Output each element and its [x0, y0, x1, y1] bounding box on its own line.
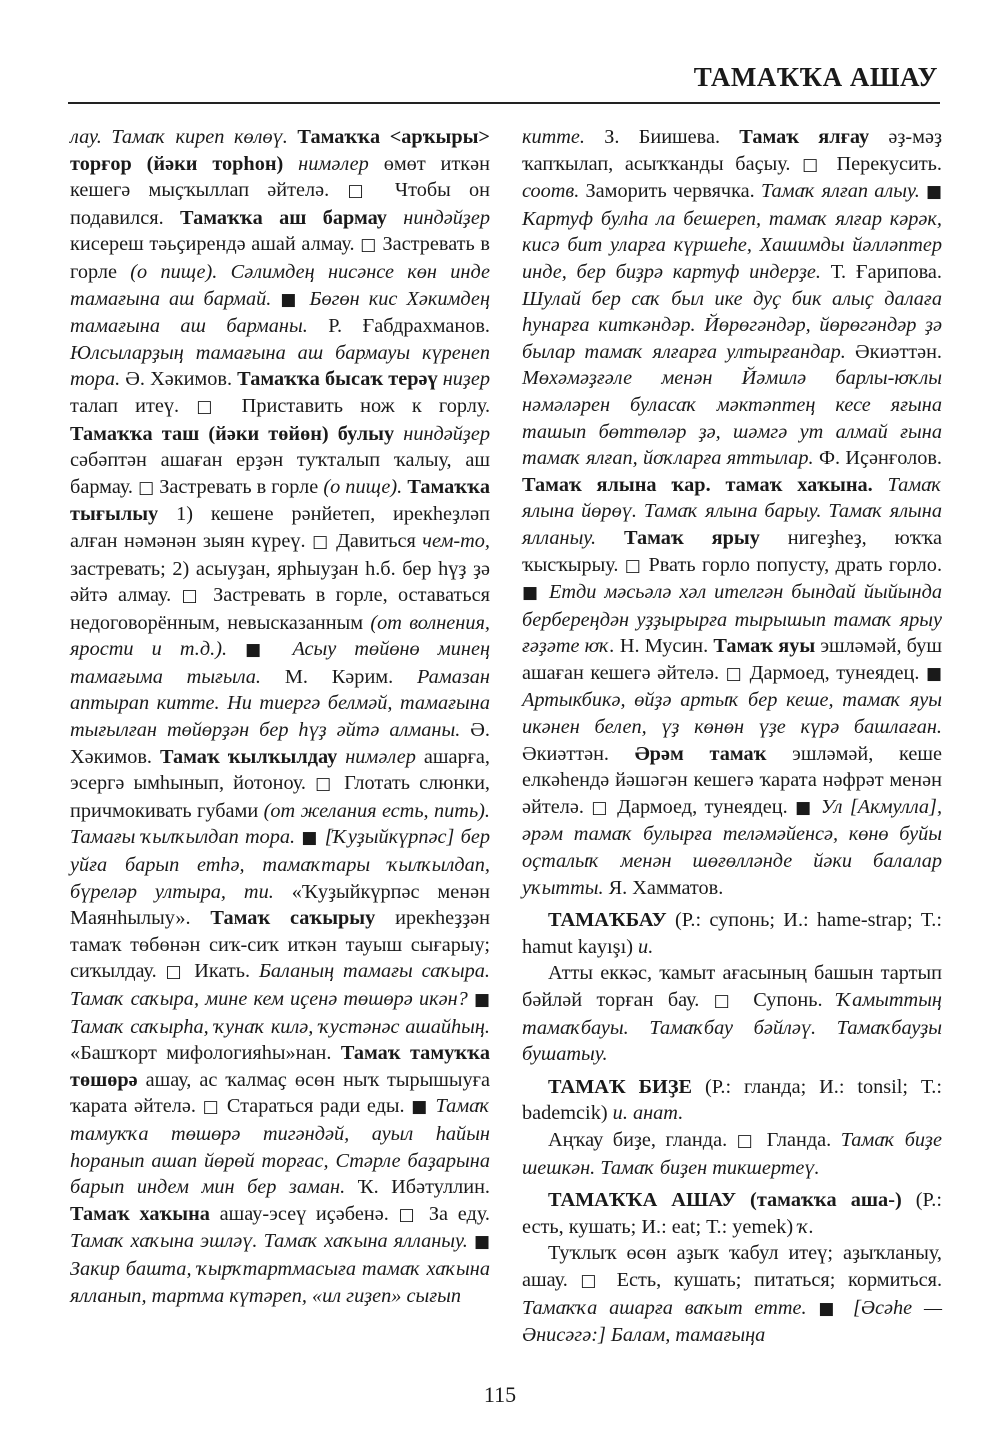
body-text: эшләмәй, буш ашаған кешегә әйтелә. [522, 635, 942, 684]
translation-marker-icon: □ [360, 235, 377, 256]
headword-text: ТАМАҠ БИҘЕ [548, 1075, 705, 1098]
body-text: Есть, кушать; питаться; кормиться. [604, 1268, 943, 1291]
italic-text: чем-то, [422, 529, 491, 552]
body-text: «Ҡуҙыйкүрпәс менән Маянһылыу». [70, 880, 490, 930]
italic-text: лау. Тамаҡ киреп көлөү. [70, 126, 298, 148]
translation-marker-icon: □ [312, 531, 330, 552]
body-text: Застревать в горле, оставаться недоговорённым, невысказанным [70, 584, 491, 634]
headword-text: Тамаҡ ялына ҡар. тамаҡ хаҡына. [522, 473, 888, 496]
example-marker-icon: ■ [925, 182, 943, 203]
translation-marker-icon: □ [624, 555, 643, 576]
italic-text: Тамаҡ тамуҡҡа төшөрә тигәндәй, ауыл һайын һоранып ашап йөрөй торғас, Стәрле баҙарына барып индем мин бер заман. [70, 1095, 491, 1199]
body-text: Дармоед, тунеядец. [743, 661, 926, 684]
italic-text: ниҙер [442, 368, 490, 391]
italic-text: Тамаҡ ялына йөрөү. Тамаҡ ялына барыу. Тамаҡ ялына ялланыу. [522, 473, 942, 549]
body-text: 1) кешене рәнйетеп, ирекһеҙләп алған нәмәнән зыян күреү. [70, 503, 490, 552]
body-text: За еду. [419, 1202, 490, 1225]
body-text: Ҡ. Ибәтуллин. [357, 1176, 490, 1199]
body-text: Н. Мусин. [619, 635, 714, 658]
body-text: Ә. Хәкимов. [125, 368, 238, 391]
left-column [70, 124, 490, 1309]
italic-text: и. анат. [612, 1102, 684, 1125]
translation-marker-icon: □ [725, 663, 744, 684]
italic-text: Мөхәмәҙғәле менән Йәмилә барлы-юҡлы нәмәләрен буласаҡ мәктәптең кесе яғына ташып бөттөләр ҙә, шәмгә ут алмай ғына тамаҡ ялғап, йоҡларға яттылар. [522, 367, 942, 470]
translation-marker-icon: □ [591, 797, 610, 818]
italic-text: [Әсәһе — Әнисәгә:] Балам, тамағыңа [522, 1296, 942, 1347]
dictionary-paragraph [522, 1187, 942, 1240]
body-text: Әкиәттән. [854, 340, 942, 363]
body-text: әҙ-мәҙ ҡапҡылап, асыҡҡанды баҫыу. [522, 126, 942, 175]
body-text: Стараться ради еды. [220, 1095, 412, 1118]
italic-text: Закир башта, ҡырҡтартмасыға тамаҡ хаҡына ялланып, тартма күтәреп, «ил гиҙеп» сығып [70, 1257, 490, 1307]
body-text: Ә. Хәкимов. [70, 719, 490, 768]
italic-text: Тамаҡ саҡырһа, ҡунаҡ килә, ҡустәнәс ашайһың. [70, 1015, 490, 1038]
running-head-title: ТАМАҠҠА АШАУ [693, 62, 938, 92]
italic-text: Тамаҡҡа ашарға ваҡыт етте. [522, 1296, 819, 1319]
translation-marker-icon: □ [165, 962, 186, 983]
italic-text: Картуф булһа ла бешереп, тамаҡ ялғар кәрәк, кисә бит уларға күршеһе, Хашимды йәлләптер инде, бер биҙрә картуф индерҙе. [522, 207, 942, 283]
italic-text: соотв. [522, 180, 586, 203]
italic-text: ниндәйҙер [403, 422, 490, 445]
body-text: Глотать слюнки, причмокивать губами [70, 772, 491, 822]
italic-text: (от волнения, ярости и т.д.). [70, 611, 491, 661]
translation-marker-icon: □ [580, 1270, 605, 1291]
body-text: ашарға, эсергә ымһынып, йотоноу. [70, 745, 490, 795]
body-text: Әкиәттән. [522, 742, 635, 765]
italic-text: Шулай бер саҡ был ике дуҫ бик алыҫ далаға һунарға киткәндәр. Йөрөгәндәр, йөрөгәндәр ҙә былар тамаҡ ялғарға ултырғандар. [522, 287, 942, 363]
right-column [522, 124, 942, 1349]
example-marker-icon: ■ [411, 1097, 429, 1118]
dictionary-paragraph [522, 124, 942, 901]
headword-text: Тамаҡ саҡырыу [210, 907, 396, 930]
translation-marker-icon: □ [398, 1204, 420, 1225]
body-text: эшләмәй, кеше елкәһендә йәшәгән кешегә ҡарата нәфрәт менән әйтелә. [522, 742, 942, 818]
translation-marker-icon: □ [736, 1130, 758, 1151]
headword-text: Тамаҡ хаҡына [70, 1202, 220, 1225]
body-text: Гланда. [757, 1128, 841, 1151]
translation-marker-icon: □ [138, 477, 155, 498]
italic-text: (от желания есть, пить). Тамағы ҡылҡылдап тора. [70, 799, 491, 849]
dictionary-paragraph [70, 124, 490, 1309]
body-text: Т. Ғарипова. [830, 260, 942, 283]
headword-text: Тамаҡҡа бысаҡ терәү [237, 368, 443, 391]
headword-text: Тамаҡҡа тығылыу [70, 475, 491, 526]
italic-text: и. [638, 935, 654, 958]
headword-text: ТАМАҠБАУ [548, 909, 675, 932]
italic-text: ҡ. [798, 1215, 814, 1238]
body-text: Атты еккәс, ҡамыт ағасының башын тартып бәйләй торған бау. [522, 962, 942, 1011]
example-marker-icon: ■ [795, 797, 814, 818]
italic-text: Юлсыларҙың тамағына аш бармауы күренеп тора. [70, 341, 490, 391]
body-text: ашау-эсеү иҫәбенә. [219, 1202, 399, 1225]
body-text: Туҡлыҡ өсөн аҙыҡ ҡабул итеү; аҙыҡланыу, ашау. [522, 1242, 942, 1291]
dictionary-paragraph [522, 907, 942, 960]
body-text: талап итеү. [70, 394, 197, 417]
dictionary-paragraph [522, 1074, 942, 1127]
example-marker-icon: ■ [473, 1232, 490, 1253]
headword-text: Тамаҡ ялғау [739, 126, 889, 148]
body-text: Перекусить. [824, 152, 942, 175]
body-text: Дармоед, тунеядец. [609, 795, 796, 818]
body-text: Застревать в горле [154, 475, 324, 498]
headword-text: Тамаҡ ҡылҡылдау [159, 745, 346, 768]
italic-text: нимәлер [345, 745, 424, 768]
body-text: Я. Хамматов. [608, 876, 724, 899]
example-marker-icon: ■ [301, 828, 319, 849]
dictionary-paragraph [522, 960, 942, 1067]
translation-marker-icon: □ [181, 586, 203, 607]
example-marker-icon: ■ [818, 1298, 842, 1319]
body-text: ирекһеҙҙән тамаҡ төбөнән сиҡ-сиҡ иткән тауыш сығарыу; сиҡылдау. [70, 907, 490, 983]
body-text: Икать. [185, 960, 259, 983]
body-text: Чтобы он подавился. [70, 179, 491, 229]
italic-text: Бөгөн кис Хәкимдең тамағына аш барманы. [70, 287, 491, 338]
body-text: Приставить нож к горлу. [224, 394, 491, 417]
body-text: Заморить червячка. [585, 180, 761, 203]
body-text: М. Кәрим. [284, 665, 418, 688]
translation-marker-icon: □ [202, 1097, 221, 1118]
example-marker-icon: ■ [280, 289, 301, 310]
body-text: Супонь. [738, 989, 837, 1011]
headword-text: Тамаҡ тамуҡҡа төшөрә [70, 1042, 490, 1091]
italic-text: Баланың тамағы саҡыра. Тамаҡ саҡыра, мине кем иҫенә төшөрә икән? [70, 960, 490, 1010]
italic-text: Артыкбикә, өйҙә артыҡ бер кеше, тамаҡ яуы икәнен белеп, үҙ көнөн үҙе күрә башлаған. [522, 689, 942, 739]
italic-text: Тамаҡ ялғап алыу. [760, 180, 926, 203]
body-text: (Р.: гланда; И.: tonsil; Т.: bademcik) [522, 1075, 942, 1125]
translation-marker-icon: □ [315, 774, 336, 795]
translation-marker-icon: □ [196, 396, 225, 417]
body-text: ашау, ас ҡалмаҫ өсөн ныҡ тырышыуға ҡарата әйтелә. [70, 1068, 490, 1118]
body-text: З. Биишева. [604, 126, 740, 148]
headword-text: Тамаҡҡа аш бармау [180, 206, 404, 229]
body-text: Р. Ғабдрахманов. [328, 315, 490, 338]
italic-text: Ҡамыттың тамаҡбауы. Тамаҡбау бәйләү. Тамаҡбауҙы бушатыу. [522, 989, 942, 1066]
example-marker-icon: ■ [473, 990, 490, 1010]
italic-text: Рамазан аптырап китте. Ни тиергә белмәй, тамағына тығылған төйөрҙән бер һүҙ әйтә алманы. [70, 665, 490, 742]
body-text: (Р.: супонь; И.: hame-strap; Т.: hamut kayışı) [522, 909, 942, 958]
italic-text: Асыу төйөнө минең тамағыма тығыла. [70, 638, 491, 688]
body-text: Ф. Иҫәнғолов. [818, 447, 942, 470]
example-marker-icon: ■ [925, 663, 942, 684]
dictionary-paragraph [522, 1240, 942, 1348]
body-text: Рвать горло попусту, драть горло. [642, 553, 943, 576]
example-marker-icon: ■ [522, 583, 541, 604]
body-text: нигеҙһеҙ, юҡҡа ҡысҡырыу. [522, 526, 942, 576]
body-text: өмөт иткән кешегә мыҫҡыллап әйтелә. [70, 152, 490, 202]
dictionary-paragraph [522, 1127, 942, 1181]
headword-text: Тамаҡҡа таш (йәки төйөн) булыу [70, 422, 404, 445]
headword-text: Тамаҡ ярыу [623, 526, 788, 549]
italic-text: Етди мәсьәлә хәл ителгән бындай йыйында бербереңдән уҙҙырырға тырышып тамаҡ ярыу ғәҙәте юҡ. [522, 581, 942, 658]
italic-text: [Ҡуҙыйкүрпәс] бер уйға барып етһә, тамаҡтары ҡылҡылдап, бүреләр ултыра, ти. [70, 826, 491, 903]
italic-text: нимәлер [298, 152, 384, 175]
body-text: «Башҡорт мифологияһы»нан. [70, 1042, 341, 1065]
italic-text: Ул [Акмулла], әрәм тамаҡ булырға теләмәйенсә, көнө буйы оҫталыҡ менән шөғөлләнде йәки балалар уҡытты. [522, 795, 943, 899]
page-number: 115 [483, 1382, 517, 1407]
headword-text: Әрәм тамаҡ [634, 742, 793, 765]
translation-marker-icon: □ [802, 154, 825, 175]
translation-marker-icon: □ [713, 991, 739, 1011]
body-text: Застревать в горле [70, 233, 490, 283]
headword-text: Тамаҡҡа <арҡыры> торғор (йәки торһон) [70, 126, 490, 175]
body-text: Аңҡау биҙе, гланда. [548, 1128, 737, 1151]
body-text: Давиться [329, 529, 423, 552]
body-text: сәбәптән ашаған ерҙән туҡталып ҡалыу, аш бармау. [70, 449, 490, 498]
header-rule [68, 102, 940, 104]
italic-text: Тамаҡ хаҡына эшләү. Тамаҡ хаҡына ялланыу. [70, 1230, 474, 1253]
body-text: (Р.: есть, кушать; И.: eat; Т.: yemek) [522, 1189, 942, 1238]
italic-text: Тамаҡ биҙе шешкән. Тамаҡ биҙен тикшертеү. [522, 1128, 942, 1179]
body-text: кисереш тәьҫирендә ашай алмау. [70, 233, 361, 256]
example-marker-icon: ■ [245, 640, 275, 661]
italic-text: ниндәйҙер [403, 206, 490, 229]
italic-text: китте. [522, 126, 605, 148]
italic-text: (о пище). [323, 475, 408, 498]
italic-text: (о пище). Сәлимдең нисәнсе көн инде тамағына аш бармай. [70, 260, 490, 310]
headword-text: Тамаҡ яуы [713, 635, 821, 658]
headword-text: ТАМАҠҠА АШАУ (тамаҡҡа аша-) [548, 1189, 916, 1212]
body-text: застревать; 2) асыуҙан, ярһыуҙан һ.б. бер һүҙ ҙә әйтә алмау. [70, 557, 490, 607]
translation-marker-icon: □ [347, 181, 377, 202]
